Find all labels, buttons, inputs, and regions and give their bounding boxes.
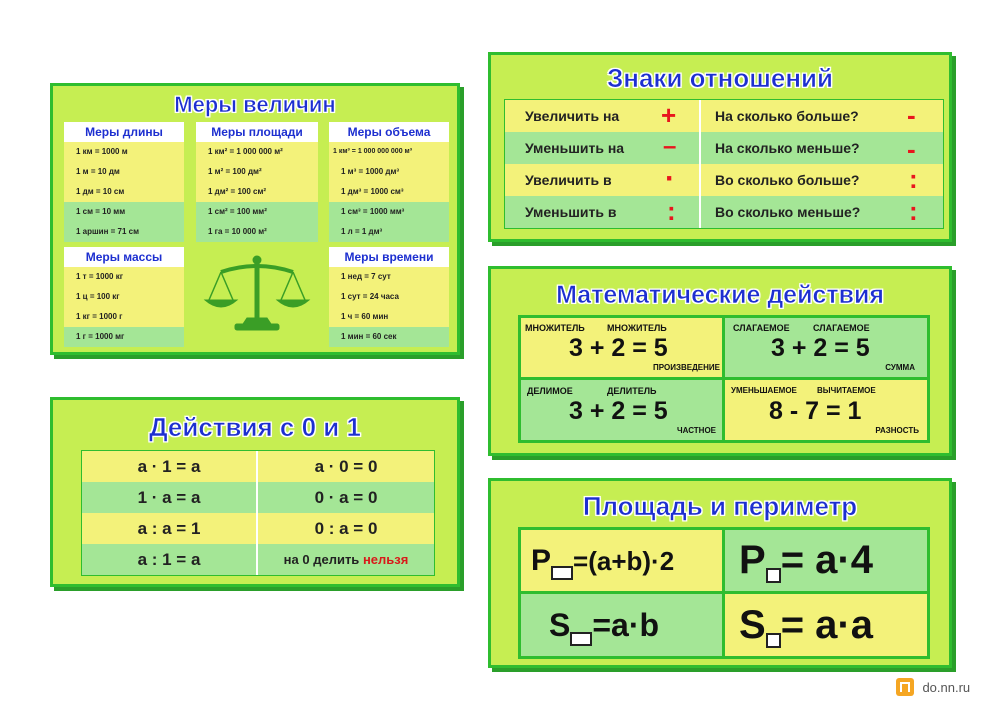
mult-top1: МНОЖИТЕЛЬ (525, 323, 585, 333)
zero-one-left: а : 1 = а (137, 550, 201, 569)
area-perimeter-grid (518, 527, 930, 659)
sub-top1: УМЕНЬШАЕМОЕ (731, 386, 797, 395)
actions-grid (518, 315, 930, 443)
div-bottom: ЧАСТНОЕ (677, 426, 716, 435)
measures-title: Меры величин (174, 92, 336, 117)
length-row: 1 км = 1000 м (64, 142, 184, 162)
mult-bottom: ПРОИЗВЕДЕНИЕ (653, 363, 720, 372)
area-perimeter-title: Площадь и периметр (582, 491, 858, 521)
area-header: Меры площади (196, 122, 318, 142)
mult-top2: МНОЖИТЕЛЬ (607, 323, 667, 333)
area-square-letter: S (739, 603, 766, 647)
div-expr: 3 + 2 = 5 (569, 397, 668, 425)
area-rect-letter: S (549, 607, 571, 643)
area-rect-formula: =a·b (592, 607, 660, 643)
area-square-formula: = a·a (780, 603, 873, 647)
rectangle-icon (551, 566, 573, 580)
sub-top2: ВЫЧИТАЕМОЕ (817, 386, 876, 395)
poster-actions (488, 266, 952, 456)
volume-row: 1 см³ = 1000 мм³ (329, 202, 449, 222)
poster-relations (488, 52, 952, 242)
mass-header: Меры массы (64, 247, 184, 267)
area-rect-cell (521, 594, 722, 656)
volume-row: 1 м³ = 1000 дм³ (329, 162, 449, 182)
perimeter-rect-formula: =(a+b)·2 (573, 546, 675, 576)
add-top1: СЛАГАЕМОЕ (733, 323, 790, 333)
square-icon (766, 568, 781, 583)
zero-one-left: 1 · а = а (137, 488, 201, 507)
div-top1: ДЕЛИМОЕ (527, 386, 573, 396)
zero-division-forbidden: нельзя (362, 552, 409, 567)
rel-left-label: Увеличить в (525, 172, 612, 188)
perimeter-square-cell (725, 530, 927, 591)
zero-one-table (81, 450, 435, 576)
rel-right-label: Во сколько больше? (715, 172, 860, 188)
area-row: 1 дм² = 100 см² (196, 182, 318, 202)
rel-right-sign: - (907, 100, 916, 130)
zero-one-left: а : а = 1 (137, 519, 201, 538)
rel-right-sign: : (909, 164, 918, 194)
rel-left-sign: + (661, 100, 677, 130)
div-cell (521, 380, 722, 440)
rel-left-sign: · (665, 162, 675, 195)
poster-measures (50, 83, 460, 355)
volume-header: Меры объема (329, 122, 449, 142)
zero-one-right: 0 · а = 0 (314, 488, 378, 507)
time-header: Меры времени (329, 247, 449, 267)
actions-title: Математические действия (556, 281, 884, 309)
zero-one-right: 0 : а = 0 (314, 519, 378, 538)
volume-row: 1 дм³ = 1000 см³ (329, 182, 449, 202)
relations-title: Знаки отношений (606, 63, 834, 93)
add-bottom: СУММА (885, 363, 915, 372)
rel-left-sign: : (667, 196, 676, 226)
time-row: 1 мин = 60 сек (329, 327, 449, 347)
perimeter-square-letter: P (739, 538, 766, 582)
watermark-text: do.nn.ru (922, 680, 971, 695)
sub-expr: 8 - 7 = 1 (769, 397, 862, 425)
rel-left-label: Увеличить на (525, 108, 620, 124)
volume-card (329, 122, 449, 242)
poster-area-perimeter (488, 478, 952, 668)
zero-one-right: а · 0 = 0 (314, 457, 378, 476)
sub-bottom: РАЗНОСТЬ (875, 426, 919, 435)
zero-one-right-last (258, 544, 434, 575)
add-expr: 3 + 2 = 5 (771, 334, 870, 362)
time-row: 1 сут = 24 часа (329, 287, 449, 307)
sub-cell (725, 380, 927, 440)
zero-one-left: а · 1 = а (137, 457, 201, 476)
rel-right-label: На сколько меньше? (715, 140, 860, 156)
scales-icon (201, 254, 313, 336)
mass-card (64, 247, 184, 347)
mult-expr: 3 + 2 = 5 (569, 334, 668, 362)
rel-right-label: Во сколько меньше? (715, 204, 861, 220)
rel-left-label: Уменьшить в (525, 204, 617, 220)
time-row: 1 ч = 60 мин (329, 307, 449, 327)
add-top2: СЛАГАЕМОЕ (813, 323, 870, 333)
area-row: 1 м² = 100 дм² (196, 162, 318, 182)
time-card (329, 247, 449, 347)
rel-left-sign: – (663, 133, 677, 160)
perimeter-rect-letter: P (531, 544, 552, 577)
length-row: 1 м = 10 дм (64, 162, 184, 182)
length-row: 1 аршин = 71 см (64, 222, 184, 242)
area-row: 1 см² = 100 мм² (196, 202, 318, 222)
length-header: Меры длины (64, 122, 184, 142)
mass-row: 1 ц = 100 кг (64, 287, 184, 307)
area-square-cell (725, 594, 927, 656)
add-cell (725, 318, 927, 377)
area-card (196, 122, 318, 242)
zero-one-title: Действия с 0 и 1 (149, 412, 361, 442)
watermark (896, 676, 970, 700)
zero-division-prefix: на 0 делить (283, 552, 360, 567)
volume-row: 1 км³ = 1 000 000 000 м³ (329, 142, 449, 162)
rel-right-label: На сколько больше? (715, 108, 859, 124)
length-row: 1 дм = 10 см (64, 182, 184, 202)
rectangle-icon (570, 632, 592, 646)
mass-row: 1 т = 1000 кг (64, 267, 184, 287)
area-row: 1 км² = 1 000 000 м² (196, 142, 318, 162)
perimeter-square-formula: = a·4 (780, 538, 873, 582)
rel-right-sign: - (907, 134, 916, 164)
mass-row: 1 г = 1000 мг (64, 327, 184, 347)
square-icon (766, 633, 781, 648)
time-row: 1 нед = 7 сут (329, 267, 449, 287)
rel-left-label: Уменьшить на (525, 140, 625, 156)
length-row: 1 см = 10 мм (64, 202, 184, 222)
site-logo-icon (896, 678, 914, 696)
length-card (64, 122, 184, 242)
mult-cell (521, 318, 722, 377)
volume-row: 1 л = 1 дм³ (329, 222, 449, 242)
relations-divider (699, 100, 701, 228)
div-top2: ДЕЛИТЕЛЬ (607, 386, 657, 396)
area-row: 1 га = 10 000 м² (196, 222, 318, 242)
rel-right-sign: : (909, 196, 918, 226)
relations-table (504, 99, 944, 229)
poster-zero-one (50, 397, 460, 587)
perimeter-rect-cell (521, 530, 722, 591)
mass-row: 1 кг = 1000 г (64, 307, 184, 327)
